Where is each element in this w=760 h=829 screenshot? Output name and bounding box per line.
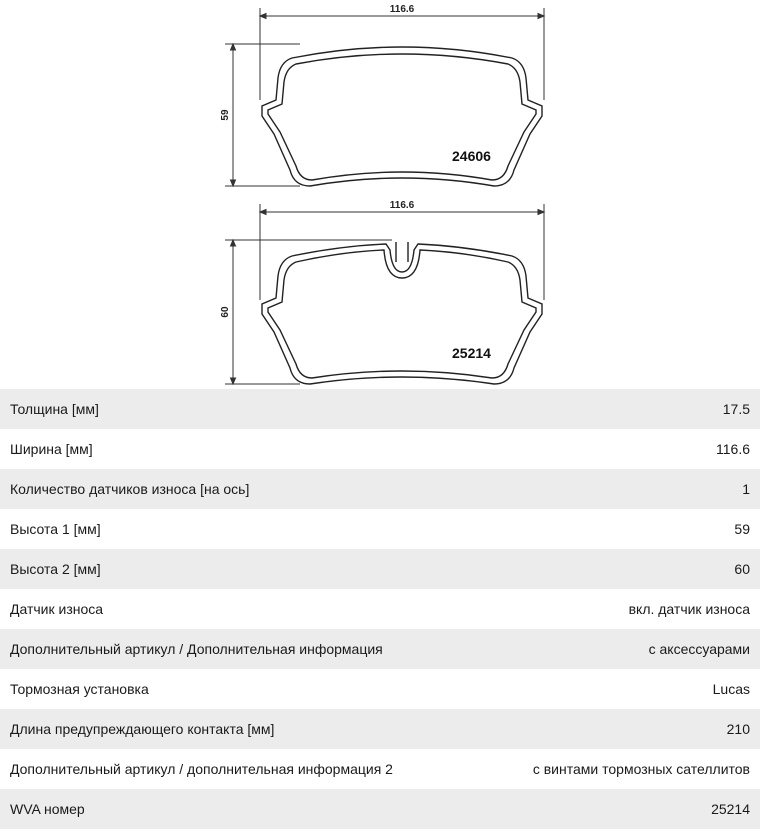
spec-label: Высота 2 [мм] bbox=[0, 549, 490, 589]
table-row bbox=[0, 589, 760, 629]
table-row bbox=[0, 429, 760, 469]
spec-label: Дополнительный артикул / Дополнительная информация bbox=[0, 629, 490, 669]
bottom-pad-width-label: 116.6 bbox=[389, 200, 415, 211]
table-row bbox=[0, 749, 760, 789]
top-pad-part-code: 24606 bbox=[452, 148, 491, 164]
table-row bbox=[0, 549, 760, 589]
table-row bbox=[0, 669, 760, 709]
bottom-pad-part-code: 25214 bbox=[452, 345, 491, 361]
brake-pad-drawing bbox=[0, 0, 760, 389]
spec-label: WVA номер bbox=[0, 789, 490, 829]
table-row bbox=[0, 789, 760, 829]
table-row bbox=[0, 469, 760, 509]
spec-label: Высота 1 [мм] bbox=[0, 509, 490, 549]
spec-value: 60 bbox=[490, 549, 760, 589]
technical-drawing bbox=[0, 0, 760, 389]
table-row bbox=[0, 709, 760, 749]
table-row bbox=[0, 389, 760, 429]
spec-value: 210 bbox=[490, 709, 760, 749]
spec-label: Тормозная установка bbox=[0, 669, 490, 709]
table-row bbox=[0, 509, 760, 549]
bottom-pad-height-label: 60 bbox=[220, 306, 231, 318]
spec-value: 59 bbox=[490, 509, 760, 549]
spec-value: 116.6 bbox=[490, 429, 760, 469]
top-pad-width-label: 116.6 bbox=[389, 4, 415, 15]
spec-value: 25214 bbox=[490, 789, 760, 829]
spec-value: 17.5 bbox=[490, 389, 760, 429]
bottom-pad-dimensions bbox=[225, 204, 544, 384]
top-pad-height-label: 59 bbox=[220, 109, 231, 121]
table-row bbox=[0, 629, 760, 669]
spec-value: с винтами тормозных сателлитов bbox=[490, 749, 760, 789]
spec-label: Ширина [мм] bbox=[0, 429, 490, 469]
spec-label: Толщина [мм] bbox=[0, 389, 490, 429]
top-pad-outline bbox=[262, 47, 542, 186]
spec-label: Длина предупреждающего контакта [мм] bbox=[0, 709, 490, 749]
spec-value: с аксессуарами bbox=[490, 629, 760, 669]
top-pad-dimensions bbox=[225, 8, 544, 186]
spec-value: вкл. датчик износа bbox=[490, 589, 760, 629]
spec-label: Датчик износа bbox=[0, 589, 490, 629]
specifications-table bbox=[0, 389, 760, 829]
spec-value: Lucas bbox=[490, 669, 760, 709]
bottom-pad-outline bbox=[262, 242, 542, 384]
spec-label: Количество датчиков износа [на ось] bbox=[0, 469, 490, 509]
spec-value: 1 bbox=[490, 469, 760, 509]
spec-label: Дополнительный артикул / дополнительная информация 2 bbox=[0, 749, 490, 789]
